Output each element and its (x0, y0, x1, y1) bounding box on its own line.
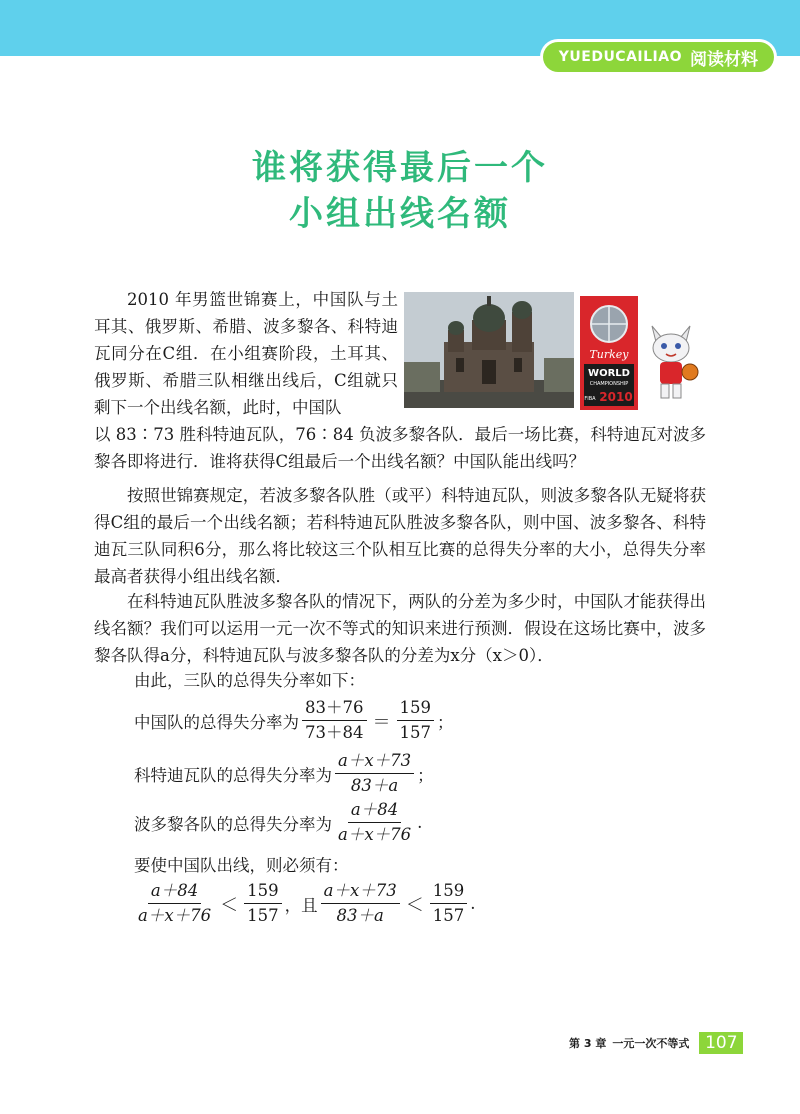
cathedral-photo (404, 292, 574, 408)
ineq-fraction-4 (430, 880, 468, 927)
intro-paragraph: 2010 年男篮世锦赛上，中国队与土耳其、俄罗斯、希腊、波多黎各、科特迪瓦同分在C组．在小组赛阶段，土耳其、俄罗斯、希腊三队相继出线后，C组就只剩下一个出线名额，此时，中国队 (94, 290, 398, 417)
ineq-numerator-3: a＋x＋73 (321, 880, 400, 904)
pr-rate-formula (134, 799, 422, 846)
less-than-sign: ＜ (405, 894, 424, 916)
section-tab-cn: 阅读材料 (690, 49, 758, 70)
ineq-denominator-2: 157 (247, 906, 279, 925)
ineq-fraction-2 (244, 880, 282, 927)
section-tab (543, 42, 774, 72)
logo-fiba-text: FIBA (584, 396, 596, 402)
china-numerator: 83＋76 (302, 697, 367, 721)
page-title-line2: 小组出线名额 (289, 194, 511, 234)
period: . (417, 813, 423, 832)
pr-rate-label: 波多黎各队的总得失分率为 (134, 814, 332, 834)
ineq-numerator-1: a＋84 (148, 880, 201, 904)
china-denominator: 73＋84 (305, 723, 364, 742)
china-result-numerator: 159 (397, 697, 435, 721)
civ-denominator: 83＋a (350, 776, 399, 795)
period: . (470, 894, 476, 913)
inequality-formula (132, 880, 476, 927)
ineq-fraction-3 (321, 880, 400, 927)
section-tab-en: YUEDUCAILIAO (558, 49, 682, 65)
world-championship-logo (580, 296, 638, 410)
civ-numerator: a＋x＋73 (335, 750, 414, 774)
intro-paragraph-continued: 以 83∶73 胜科特迪瓦队，76∶84 负波多黎各队．最后一场比赛，科特迪瓦对波多黎各即将进行．谁将获得C组最后一个出线名额？中国队能出线吗？ (94, 425, 706, 471)
ineq-denominator-1: a＋x＋76 (138, 906, 212, 925)
china-fraction-result (397, 697, 435, 744)
pr-denominator: a＋x＋76 (338, 825, 412, 844)
china-rate-formula (134, 697, 454, 744)
footer-chapter: 第 3 章 (569, 1037, 607, 1050)
equals-sign: ＝ (372, 711, 391, 733)
and-text: ，且 (284, 895, 318, 915)
ineq-fraction-1 (135, 880, 214, 927)
mascot-image (642, 322, 700, 404)
page-footer (569, 1032, 743, 1054)
pr-fraction (335, 799, 414, 846)
rules-paragraph: 按照世锦赛规定，若波多黎各队胜（或平）科特迪瓦队，则波多黎各队无疑将获得C组的最后一个出线名额；若科特迪瓦队胜波多黎各队，则中国、波多黎各、科特迪瓦三队同积6分，那么将比较这三个队相互比赛的总得失分率的大小，总得失分率最高者获得小组出线名额． (94, 486, 706, 586)
rates-lead: 由此，三队的总得失分率如下： (134, 671, 365, 690)
semicolon: ； (437, 712, 454, 732)
logo-year-text: 2010 (599, 390, 633, 404)
ineq-numerator-4: 159 (430, 880, 468, 904)
china-rate-label: 中国队的总得失分率为 (134, 712, 299, 732)
logo-turkey-text: Turkey (589, 348, 629, 361)
semicolon: ； (417, 765, 434, 785)
logo-world-text: WORLD (588, 368, 630, 379)
assumption-paragraph: 在科特迪瓦队胜波多黎各队的情况下，两队的分差为多少时，中国队才能获得出线名额？我们可以运用一元一次不等式的知识来进行预测．假设在这场比赛中，波多黎各队得a分，科特迪瓦队与波多黎各队的分差为x分（x＞0）． (94, 592, 706, 665)
civ-fraction (335, 750, 414, 797)
china-result-denominator: 157 (399, 723, 431, 742)
ineq-numerator-2: 159 (244, 880, 282, 904)
pr-numerator: a＋84 (348, 799, 401, 823)
page-title-line1: 谁将获得最后一个 (252, 148, 548, 188)
page-number: 107 (699, 1032, 743, 1054)
china-fraction (302, 697, 367, 744)
civ-rate-label: 科特迪瓦队的总得失分率为 (134, 765, 332, 785)
ineq-denominator-4: 157 (432, 906, 465, 925)
logo-championship-text: CHAMPIONSHIP (589, 381, 629, 387)
condition-lead: 要使中国队出线，则必须有： (134, 856, 349, 875)
less-than-sign: ＜ (220, 894, 239, 916)
civ-rate-formula (134, 750, 434, 797)
footer-chapter-title: 一元一次不等式 (612, 1037, 690, 1050)
ineq-denominator-3: 83＋a (336, 906, 384, 925)
